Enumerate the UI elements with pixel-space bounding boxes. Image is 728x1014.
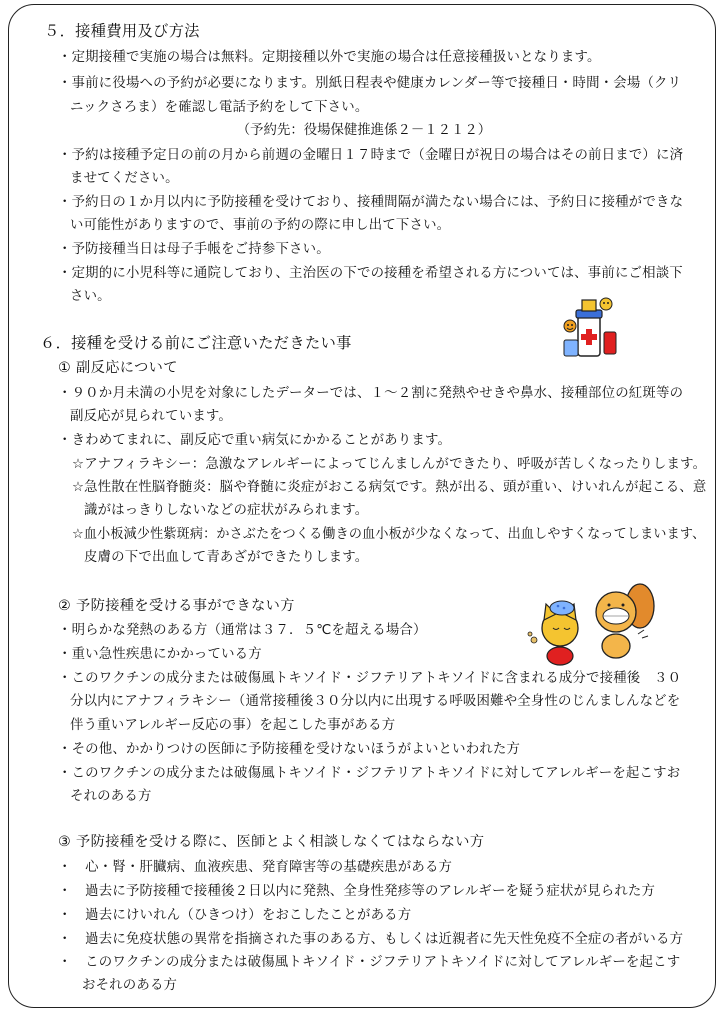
section5-line: ・予防接種当日は母子手帳をご持参下さい。 — [58, 242, 330, 257]
sub3-line: ・ 心・腎・肝臓病、血液疾患、発育障害等の基礎疾患がある方 — [58, 860, 453, 875]
sub1-line: 識がはっきりしないなどの症状がみられます。 — [84, 503, 369, 518]
sub1-line: 副反応が見られています。 — [70, 409, 233, 424]
sub1-line: ☆アナフィラキシー：急激なアレルギーによってじんましんができたり、呼吸が苦しくなったりします。 — [72, 457, 707, 472]
section6-heading: ６．接種を受ける前にご注意いただきたい事 — [40, 334, 352, 352]
sub2-line: ・このワクチンの成分または破傷風トキソイド・ジフテリアトキソイドに対してアレルギーを起こすお — [58, 766, 681, 781]
sub1-line: ・９０か月未満の小児を対象にしたデーターでは、１～２割に発熱やせきや鼻水、接種部位の紅斑等の — [58, 386, 684, 401]
sub1-line: ・きわめてまれに、副反応で重い病気にかかることがあります。 — [58, 433, 452, 448]
sub2-line: ・その他、かかりつけの医師に予防接種を受けないほうがよいといわれた方 — [58, 742, 521, 757]
sub2-line: ・明らかな発熱のある方（通常は３７．５℃を超える場合） — [58, 623, 427, 638]
sub1-line: ☆急性散在性脳脊髄炎：脳や脊髄に炎症がおこる病気です。熱が出る、頭が重い、けいれんが起こる、意 — [72, 480, 707, 495]
section5-line: ・定期的に小児科等に通院しており、主治医の下での接種を希望される方については、事前にご相談下 — [58, 266, 683, 281]
sub3-line: ・ 過去に予防接種で接種後２日以内に発熱、全身性発疹等のアレルギーを疑う症状が見られた方 — [58, 884, 656, 899]
sub1-title: ① 副反応について — [58, 360, 178, 376]
section5-line: ・予約は接種予定日の前の月から前週の金曜日１７時まで（金曜日が祝日の場合はその前日まで）に済 — [58, 148, 684, 163]
sub3-title: ③ 予防接種を受ける際に、医師とよく相談しなくてはならない方 — [58, 834, 485, 850]
sub2-line: それのある方 — [70, 789, 152, 804]
vaccine-bottle-icon — [556, 290, 622, 362]
section5-line: ニックさろま）を確認し電話予約をして下さい。 — [70, 100, 369, 115]
reservation-contact: （予約先：役場保健推進係２－１２１２） — [236, 123, 492, 138]
sub2-line: 伴う重いアレルギー反応の事）を起こした事がある方 — [70, 718, 396, 733]
sub3-line: ・ このワクチンの成分または破傷風トキソイド・ジフテリアトキソイドに対してアレルギーを起こす — [58, 955, 681, 970]
sick-characters-icon — [520, 576, 660, 668]
sub1-line: 皮膚の下で出血して青あざができたりします。 — [84, 550, 369, 565]
section5-line: ・予約日の１か月以内に予防接種を受けており、接種間隔が満たない場合には、予約日に接種ができな — [58, 195, 684, 210]
sub2-title: ② 予防接種を受ける事ができない方 — [58, 598, 295, 614]
section5-line: ・事前に役場への予約が必要になります。別紙日程表や健康カレンダー等で接種日・時間・会場（クリ — [58, 76, 682, 91]
sub3-line: ・ 過去に免疫状態の異常を指摘された事のある方、もしくは近親者に先天性免疫不全症の者がいる方 — [58, 932, 684, 947]
section5-line: ませてください。 — [70, 171, 179, 186]
sub2-line: 分以内にアナフィラキシー（通常接種後３０分以内に出現する呼吸困難や全身性のじんましんなどを — [70, 694, 681, 709]
sub3-line: ・ 過去にけいれん（ひきつけ）をおこしたことがある方 — [58, 908, 412, 923]
sub2-line: ・重い急性疾患にかかっている方 — [58, 647, 262, 662]
section5-line: い可能性がありますので、事前の予約の際に申し出て下さい。 — [70, 218, 451, 233]
sub1-line: ☆血小板減少性紫斑病：かさぶたをつくる働きの血小板が少なくなって、出血しやすくなってしまいます、 — [72, 527, 706, 542]
section5-line: さい。 — [70, 289, 111, 304]
section5-line: ・定期接種で実施の場合は無料。定期接種以外で実施の場合は任意接種扱いとなります。 — [58, 50, 601, 65]
sub3-line: おそれのある方 — [82, 978, 178, 993]
section5-heading: ５．接種費用及び方法 — [44, 22, 200, 40]
sub2-line: ・このワクチンの成分または破傷風トキソイド・ジフテリアトキソイドに含まれる成分で接種後 ３０ — [58, 671, 682, 686]
